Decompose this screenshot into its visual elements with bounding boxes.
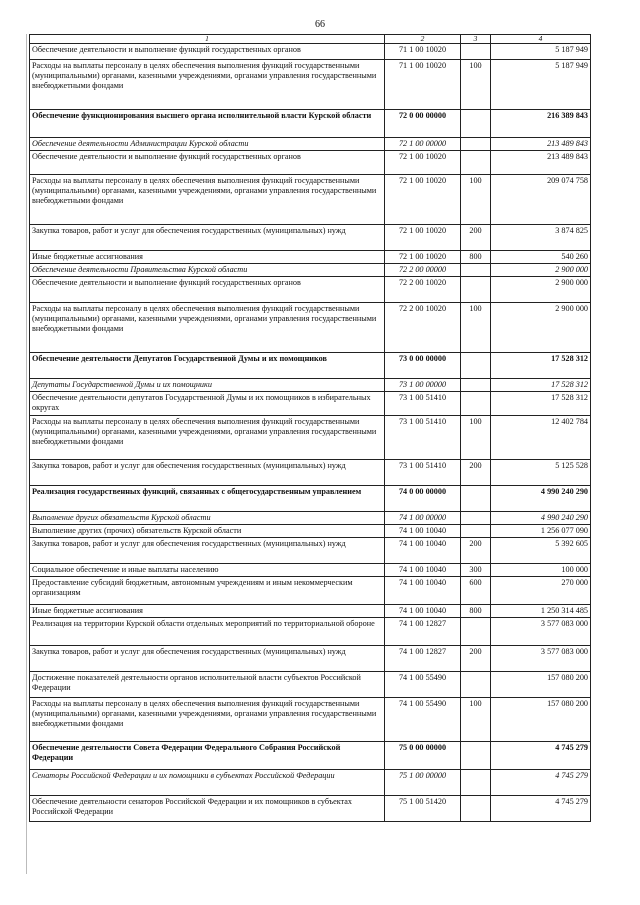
row-name-cell: Обеспечение деятельности и выполнение функций государственных органов <box>30 151 385 175</box>
row-amount-cell: 5 187 949 <box>491 44 591 60</box>
row-name-cell: Обеспечение деятельности Депутатов Государственной Думы и их помощников <box>30 353 385 379</box>
row-code-cell: 72 0 00 00000 <box>385 110 461 138</box>
row-expense-type-cell: 100 <box>461 175 491 225</box>
table-row <box>30 525 591 538</box>
row-code-cell: 74 0 00 00000 <box>385 486 461 512</box>
row-amount-cell: 12 402 784 <box>491 416 591 460</box>
row-amount-cell: 216 389 843 <box>491 110 591 138</box>
row-amount-cell: 4 745 279 <box>491 742 591 770</box>
row-expense-type-cell <box>461 151 491 175</box>
row-expense-type-cell: 300 <box>461 564 491 577</box>
row-expense-type-cell <box>461 353 491 379</box>
row-code-cell: 72 1 00 10020 <box>385 225 461 251</box>
row-amount-cell: 1 250 314 485 <box>491 605 591 618</box>
table-row <box>30 379 591 392</box>
row-amount-cell: 5 392 605 <box>491 538 591 564</box>
row-name-cell: Сенаторы Российской Федерации и их помощники в субъектах Российской Федерации <box>30 770 385 796</box>
table-row <box>30 564 591 577</box>
row-code-cell: 75 1 00 51420 <box>385 796 461 822</box>
row-code-cell: 73 1 00 51410 <box>385 460 461 486</box>
row-name-cell: Расходы на выплаты персоналу в целях обеспечения выполнения функций государственными (муниципальными) органами, казенными учреждениями, органами управления государственными внебюджетными фондами <box>30 175 385 225</box>
row-expense-type-cell <box>461 486 491 512</box>
row-amount-cell: 17 528 312 <box>491 379 591 392</box>
row-expense-type-cell <box>461 44 491 60</box>
row-name-cell: Иные бюджетные ассигнования <box>30 605 385 618</box>
row-name-cell: Обеспечение функционирования высшего органа исполнительной власти Курской области <box>30 110 385 138</box>
row-expense-type-cell: 800 <box>461 605 491 618</box>
row-amount-cell: 2 900 000 <box>491 277 591 303</box>
table-row <box>30 618 591 646</box>
row-expense-type-cell: 600 <box>461 577 491 605</box>
row-name-cell: Социальное обеспечение и иные выплаты населению <box>30 564 385 577</box>
row-code-cell: 72 1 00 10020 <box>385 251 461 264</box>
table-row <box>30 353 591 379</box>
row-code-cell: 72 1 00 00000 <box>385 138 461 151</box>
row-amount-cell: 4 745 279 <box>491 770 591 796</box>
row-code-cell: 75 1 00 00000 <box>385 770 461 796</box>
table-row <box>30 175 591 225</box>
row-expense-type-cell <box>461 618 491 646</box>
row-name-cell: Закупка товаров, работ и услуг для обеспечения государственных (муниципальных) нужд <box>30 460 385 486</box>
table-row <box>30 577 591 605</box>
row-name-cell: Закупка товаров, работ и услуг для обеспечения государственных (муниципальных) нужд <box>30 225 385 251</box>
row-amount-cell: 2 900 000 <box>491 303 591 353</box>
row-name-cell: Выполнение других (прочих) обязательств Курской области <box>30 525 385 538</box>
row-amount-cell: 4 745 279 <box>491 796 591 822</box>
table-row <box>30 672 591 698</box>
row-name-cell: Обеспечение деятельности Правительства Курской области <box>30 264 385 277</box>
row-code-cell: 75 0 00 00000 <box>385 742 461 770</box>
row-amount-cell: 17 528 312 <box>491 353 591 379</box>
table-row <box>30 416 591 460</box>
row-amount-cell: 540 260 <box>491 251 591 264</box>
row-code-cell: 73 1 00 00000 <box>385 379 461 392</box>
row-expense-type-cell <box>461 277 491 303</box>
row-amount-cell: 3 874 825 <box>491 225 591 251</box>
table-row <box>30 486 591 512</box>
row-amount-cell: 4 990 240 290 <box>491 486 591 512</box>
row-amount-cell: 213 489 843 <box>491 138 591 151</box>
column-number-row <box>30 35 591 44</box>
row-expense-type-cell <box>461 770 491 796</box>
row-name-cell: Депутаты Государственной Думы и их помощники <box>30 379 385 392</box>
table-row <box>30 264 591 277</box>
row-name-cell: Расходы на выплаты персоналу в целях обеспечения выполнения функций государственными (муниципальными) органами, казенными учреждениями, органами управления государственными внебюджетными фондами <box>30 60 385 110</box>
row-expense-type-cell <box>461 796 491 822</box>
row-code-cell: 74 1 00 10040 <box>385 605 461 618</box>
row-code-cell: 74 1 00 10040 <box>385 564 461 577</box>
row-amount-cell: 17 528 312 <box>491 392 591 416</box>
row-code-cell: 71 1 00 10020 <box>385 44 461 60</box>
row-code-cell: 74 1 00 10040 <box>385 577 461 605</box>
budget-table <box>29 34 591 822</box>
budget-table-body <box>30 35 591 822</box>
row-expense-type-cell: 200 <box>461 646 491 672</box>
table-row <box>30 251 591 264</box>
row-code-cell: 72 1 00 10020 <box>385 151 461 175</box>
row-code-cell: 72 2 00 10020 <box>385 277 461 303</box>
row-name-cell: Обеспечение деятельности сенаторов Российской Федерации и их помощников в субъектах Российской Федерации <box>30 796 385 822</box>
page-number: 66 <box>315 19 325 30</box>
row-code-cell: 74 1 00 55490 <box>385 672 461 698</box>
row-code-cell: 72 2 00 10020 <box>385 303 461 353</box>
row-code-cell: 74 1 00 00000 <box>385 512 461 525</box>
table-row <box>30 605 591 618</box>
row-name-cell: Закупка товаров, работ и услуг для обеспечения государственных (муниципальных) нужд <box>30 538 385 564</box>
table-row <box>30 277 591 303</box>
column-number-3: 3 <box>461 35 491 44</box>
row-amount-cell: 157 080 200 <box>491 698 591 742</box>
column-number-2: 2 <box>385 35 461 44</box>
row-code-cell: 73 1 00 51410 <box>385 392 461 416</box>
row-expense-type-cell <box>461 525 491 538</box>
table-row <box>30 460 591 486</box>
row-code-cell: 74 1 00 10040 <box>385 538 461 564</box>
row-name-cell: Достижение показателей деятельности органов исполнительной власти субъектов Российской Федерации <box>30 672 385 698</box>
row-name-cell: Иные бюджетные ассигнования <box>30 251 385 264</box>
row-amount-cell: 4 990 240 290 <box>491 512 591 525</box>
column-number-1: 1 <box>30 35 385 44</box>
row-amount-cell: 2 900 000 <box>491 264 591 277</box>
row-expense-type-cell <box>461 264 491 277</box>
table-row <box>30 538 591 564</box>
margin-line <box>26 34 27 874</box>
row-name-cell: Обеспечение деятельности депутатов Государственной Думы и их помощников в избирательных округах <box>30 392 385 416</box>
row-code-cell: 74 1 00 12827 <box>385 646 461 672</box>
row-amount-cell: 100 000 <box>491 564 591 577</box>
table-row <box>30 646 591 672</box>
table-row <box>30 225 591 251</box>
row-name-cell: Реализация на территории Курской области отдельных мероприятий по территориальной обороне <box>30 618 385 646</box>
row-code-cell: 71 1 00 10020 <box>385 60 461 110</box>
table-row <box>30 392 591 416</box>
row-code-cell: 74 1 00 55490 <box>385 698 461 742</box>
row-expense-type-cell <box>461 379 491 392</box>
row-amount-cell: 270 000 <box>491 577 591 605</box>
row-expense-type-cell: 200 <box>461 538 491 564</box>
row-name-cell: Реализация государственных функций, связанных с общегосударственным управлением <box>30 486 385 512</box>
table-row <box>30 303 591 353</box>
row-expense-type-cell: 100 <box>461 303 491 353</box>
row-expense-type-cell: 200 <box>461 460 491 486</box>
row-code-cell: 72 2 00 00000 <box>385 264 461 277</box>
table-row <box>30 512 591 525</box>
row-expense-type-cell: 100 <box>461 698 491 742</box>
row-name-cell: Расходы на выплаты персоналу в целях обеспечения выполнения функций государственными (муниципальными) органами, казенными учреждениями, органами управления государственными внебюджетными фондами <box>30 416 385 460</box>
table-row <box>30 742 591 770</box>
row-amount-cell: 3 577 083 000 <box>491 618 591 646</box>
row-expense-type-cell: 200 <box>461 225 491 251</box>
row-code-cell: 73 0 00 00000 <box>385 353 461 379</box>
table-row <box>30 698 591 742</box>
row-amount-cell: 5 187 949 <box>491 60 591 110</box>
row-amount-cell: 213 489 843 <box>491 151 591 175</box>
row-name-cell: Расходы на выплаты персоналу в целях обеспечения выполнения функций государственными (муниципальными) органами, казенными учреждениями, органами управления государственными внебюджетными фондами <box>30 698 385 742</box>
row-expense-type-cell <box>461 138 491 151</box>
row-amount-cell: 1 256 077 090 <box>491 525 591 538</box>
row-expense-type-cell: 100 <box>461 416 491 460</box>
table-row <box>30 60 591 110</box>
row-amount-cell: 3 577 083 000 <box>491 646 591 672</box>
row-code-cell: 74 1 00 10040 <box>385 525 461 538</box>
row-code-cell: 74 1 00 12827 <box>385 618 461 646</box>
row-expense-type-cell <box>461 110 491 138</box>
row-name-cell: Расходы на выплаты персоналу в целях обеспечения выполнения функций государственными (муниципальными) органами, казенными учреждениями, органами управления государственными внебюджетными фондами <box>30 303 385 353</box>
row-expense-type-cell <box>461 392 491 416</box>
row-code-cell: 72 1 00 10020 <box>385 175 461 225</box>
row-name-cell: Обеспечение деятельности Администрации Курской области <box>30 138 385 151</box>
row-code-cell: 73 1 00 51410 <box>385 416 461 460</box>
row-expense-type-cell <box>461 512 491 525</box>
column-number-4: 4 <box>491 35 591 44</box>
row-name-cell: Обеспечение деятельности и выполнение функций государственных органов <box>30 44 385 60</box>
table-row <box>30 770 591 796</box>
table-row <box>30 138 591 151</box>
row-name-cell: Предоставление субсидий бюджетным, автономным учреждениям и иным некоммерческим организациям <box>30 577 385 605</box>
row-name-cell: Выполнение других обязательств Курской области <box>30 512 385 525</box>
row-name-cell: Закупка товаров, работ и услуг для обеспечения государственных (муниципальных) нужд <box>30 646 385 672</box>
row-expense-type-cell <box>461 672 491 698</box>
table-row <box>30 44 591 60</box>
table-row <box>30 151 591 175</box>
table-row <box>30 110 591 138</box>
row-amount-cell: 5 125 528 <box>491 460 591 486</box>
row-amount-cell: 209 074 758 <box>491 175 591 225</box>
row-expense-type-cell: 100 <box>461 60 491 110</box>
row-amount-cell: 157 080 200 <box>491 672 591 698</box>
row-expense-type-cell: 800 <box>461 251 491 264</box>
table-row <box>30 796 591 822</box>
row-name-cell: Обеспечение деятельности Совета Федерации Федерального Собрания Российской Федерации <box>30 742 385 770</box>
row-name-cell: Обеспечение деятельности и выполнение функций государственных органов <box>30 277 385 303</box>
row-expense-type-cell <box>461 742 491 770</box>
